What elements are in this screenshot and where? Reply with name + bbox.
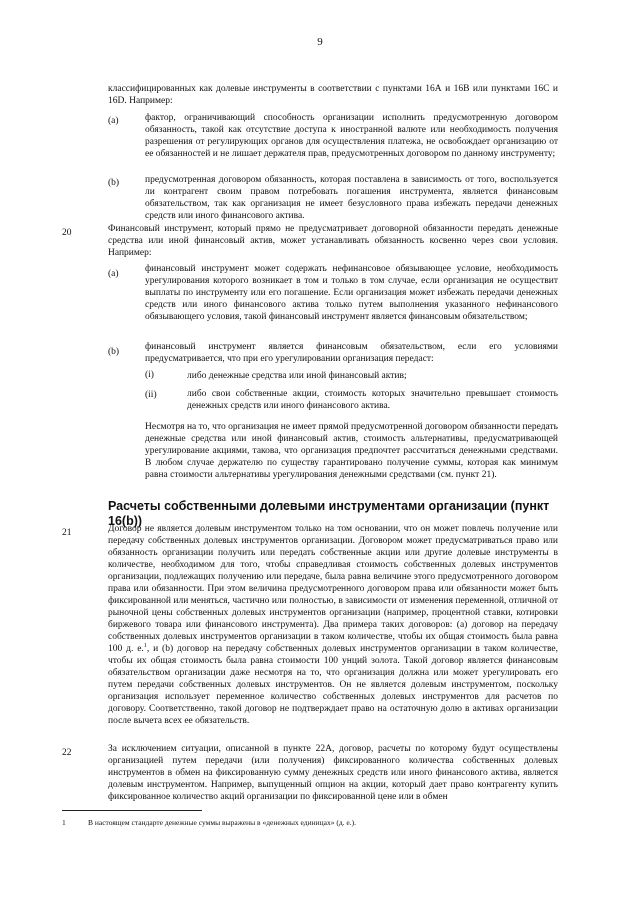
list-item-text: предусмотренная договором обязанность, которая поставлена в зависимость от того, воспользуется ли контрагент своим правом потребовать погашения инструмента, является финансовым обязательством, так как организация не имеет безусловного права избежать передачи денежных средств или иного финансового актива. bbox=[145, 175, 558, 221]
paragraph-21-text bbox=[108, 523, 558, 727]
intro-paragraph: классифицированных как долевые инструменты в соответствии с пунктами 16А и 16В или пунктами 16С и 16D. Например: bbox=[108, 84, 558, 106]
list-item-label: (b) bbox=[108, 178, 120, 188]
paragraph-number: 21 bbox=[62, 528, 72, 538]
sub-item-text: либо денежные средства или иной финансовый актив; bbox=[187, 371, 407, 381]
list-item-label: (a) bbox=[108, 116, 119, 126]
footnote-divider bbox=[62, 810, 202, 811]
list-item-text: финансовый инструмент является финансовым обязательством, если его условиями предусматривается, что при его урегулировании организация передаст: bbox=[145, 342, 558, 364]
paragraph-22-text: За исключением ситуации, описанной в пункте 22А, договор, расчеты по которому будут осуществлены организацией путем передачи (или получения) фиксированного количества собственных долевых инструментов в обмен на фиксированную сумму денежных средств или иного финансового актива, является долевым инструментом. Например, выпущенный опцион на акции, который дает право контрагенту купить фиксированное количество акций организации по фиксированной цене или в обмен bbox=[108, 744, 558, 802]
sub-item-label: (i) bbox=[145, 370, 154, 380]
footnote-number: 1 bbox=[62, 818, 66, 827]
page-number: 9 bbox=[317, 36, 323, 48]
list-item-label: (a) bbox=[108, 269, 119, 279]
paragraph-number: 22 bbox=[62, 748, 72, 758]
sub-item-label: (ii) bbox=[145, 390, 157, 400]
footnote-text: В настоящем стандарте денежные суммы выражены в «денежных единицах» (д. е.). bbox=[88, 818, 356, 827]
section-heading: Расчеты собственными долевыми инструментами организации (пункт 16(b)) bbox=[108, 499, 550, 528]
footnote-reference: 1 bbox=[143, 642, 147, 649]
paragraph-21-text-part-2: , и (b) договор на передачу собственных долевых инструментов организации в таком количестве, чтобы их общая стоимость была равна стоимости 100 унций золота. Такой договор является финансовым обязательством организации даже несмотря на то, что организация должна или может урегулировать его путем передачи собственных долевых инструментов. Он не является долевым инструментом, поскольку организация использует переменное количество собственных долевых инструментов для расчетов по договору. Соответственно, такой договор не подтверждает право на остаточную долю в активах организации после вычета всех ее обязательств. bbox=[108, 644, 558, 726]
list-item-text: фактор, ограничивающий способность организации исполнить предусмотренную договором обязанность, такой как отсутствие доступа к иностранной валюте или необходимость получения разрешения от регулирующих органов для осуществления платежа, не освобождает организацию от ее обязанностей и не лишает держателя прав, предусмотренных договором по данному инструменту; bbox=[145, 113, 558, 159]
paragraph-number: 20 bbox=[62, 228, 72, 238]
paragraph-20-closing: Несмотря на то, что организация не имеет прямой предусмотренной договором обязанности передать денежные средства или иной финансовый актив, стоимость альтернативы, предусматривающей урегулирование акциями, такова, что организация предпочтет рассчитаться денежными средствами. В любом случае держателю по существу гарантировано получение суммы, которая как минимум равна стоимости альтернативы урегулирования денежными средствами (см. пункт 21). bbox=[145, 422, 558, 480]
paragraph-20-text: Финансовый инструмент, который прямо не предусматривает договорной обязанности передать денежные средства или иной финансовый актив, может устанавливать обязанность косвенно через свои условия. Например: bbox=[108, 224, 558, 258]
list-item-label: (b) bbox=[108, 347, 120, 357]
sub-item-text: либо свои собственные акции, стоимость которых значительно превышает стоимость денежных средств или иного финансового актива. bbox=[187, 389, 558, 411]
paragraph-21-text-part-1: Договор не является долевым инструментом только на том основании, что он может повлечь получение или передачу собственных долевых инструментов организации. Договором может предусматриваться право или обязанность организации получить или передать собственные акции или другие долевые инструменты в количестве, необходимом для того, чтобы справедливая стоимость собственных долевых инструментов организации, подлежащих получению или передаче, была равна величине этого предусмотренного договором права или обязанности. При этом величина предусмотренного договором права или обязанности может быть фиксированной или меняться, частично или полностью, в зависимости от изменения переменной, отличной от рыночной цены собственных долевых инструментов организации (например, процентной ставки, котировки биржевого товара или финансового инструмента). Два примера таких договоров: (а) договор на передачу собственных долевых инструментов организации в таком количестве, чтобы их общая стоимость была равна 100 д. е. bbox=[108, 524, 558, 654]
list-item-text: финансовый инструмент может содержать нефинансовое обязывающее условие, необходимость урегулирования которого возникает в том и только в том случае, если организация не осуществит выплаты по инструменту или его погашение. Если организация может избежать передачи денежных средств или иного финансового актива только путем выполнения указанного нефинансового обязывающего условия, такой финансовый инструмент является финансовым обязательством; bbox=[145, 264, 558, 322]
